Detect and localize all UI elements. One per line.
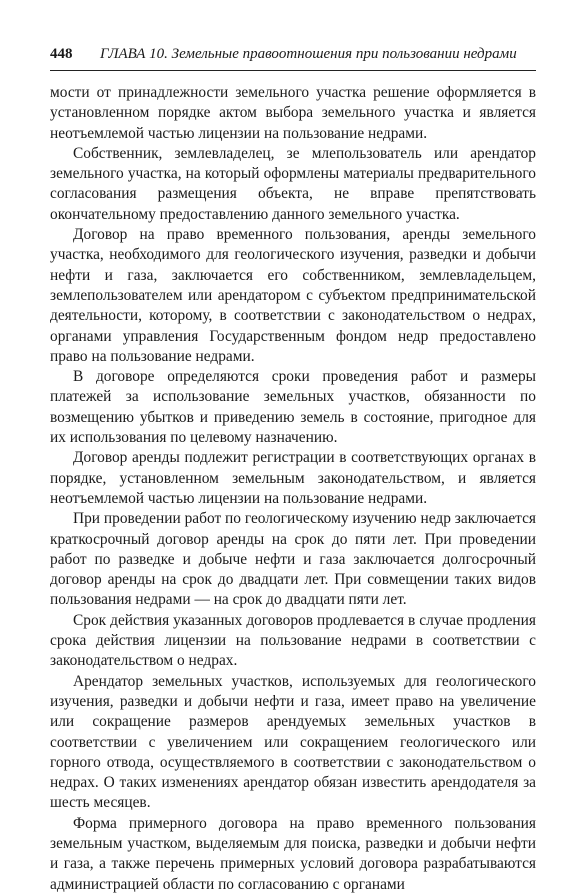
running-title: ГЛАВА 10. Земельные правоотношения при пользовании недрами [100,46,517,62]
page-header [50,44,536,70]
paragraph: Договор на право временного пользования, аренды земельного участка, необходимого для геологического изучения, разведки и добычи нефти и газа, заключается его собственником, землевладельцем, землепользователем или арендатором с субъектом предпринимательской деятельности, которому, в соответствии с законодательством о недрах, органами управления Государственным фондом недр предоставлено право на пользование недрами. [50,226,536,365]
paragraph: В договоре определяются сроки проведения работ и размеры платежей за использование земельных участков, обязанности по возмещению убытков и приведению земель в состояние, пригодное для их использования по целевому назначению. [50,368,536,447]
paragraph-continued: мости от принадлежности земельного участка решение оформляется в установленном порядке актом выбора земельного участка и является неотъемлемой частью лицензии на пользование недрами. [50,84,536,142]
paragraph: Собственник, землевладелец, зе млепользователь или арендатор земельного участка, на который оформлены материалы предварительного согласования размещения объекта, не вправе препятствовать окончательному предоставлению данного земельного участка. [50,144,536,223]
body-text [50,83,536,895]
page-number: 448 [50,46,73,62]
header-rule [50,70,536,71]
paragraph: Арендатор земельных участков, используемых для геологического изучения, разведки и добычи нефти и газа, имеет право на увеличение или сокращение размеров арендуемых земельных участков в соответствии с увеличением или сокращением геологического или горного отвода, осуществляемого в соответствии с законодательством о недрах. О таких изменениях арендатор обязан известить арендодателя за шесть месяцев. [50,672,536,812]
paragraph: Срок действия указанных договоров продлевается в случае продления срока действия лицензии на пользование недрами в соответствии с законодательством о недрах. [50,611,536,670]
paragraph: Договор аренды подлежит регистрации в соответствующих органах в порядке, установленном земельным законодательством, и является неотъемлемой частью лицензии на пользование недрами. [50,449,536,507]
paragraph: При проведении работ по геологическому изучению недр заключается краткосрочный договор аренды на срок до пяти лет. При проведении работ по разведке и добыче нефти и газа заключается долгосрочный договор аренды на срок до двадцати лет. При совмещении таких видов пользования недрами — на срок до двадцати пяти лет. [50,510,536,609]
paragraph: Форма примерного договора на право временного пользования земельным участком, выделяемым для поиска, разведки и добычи нефти и газа, а также перечень примерных условий договора разрабатываются администрацией области по согласованию с органами [50,814,536,893]
